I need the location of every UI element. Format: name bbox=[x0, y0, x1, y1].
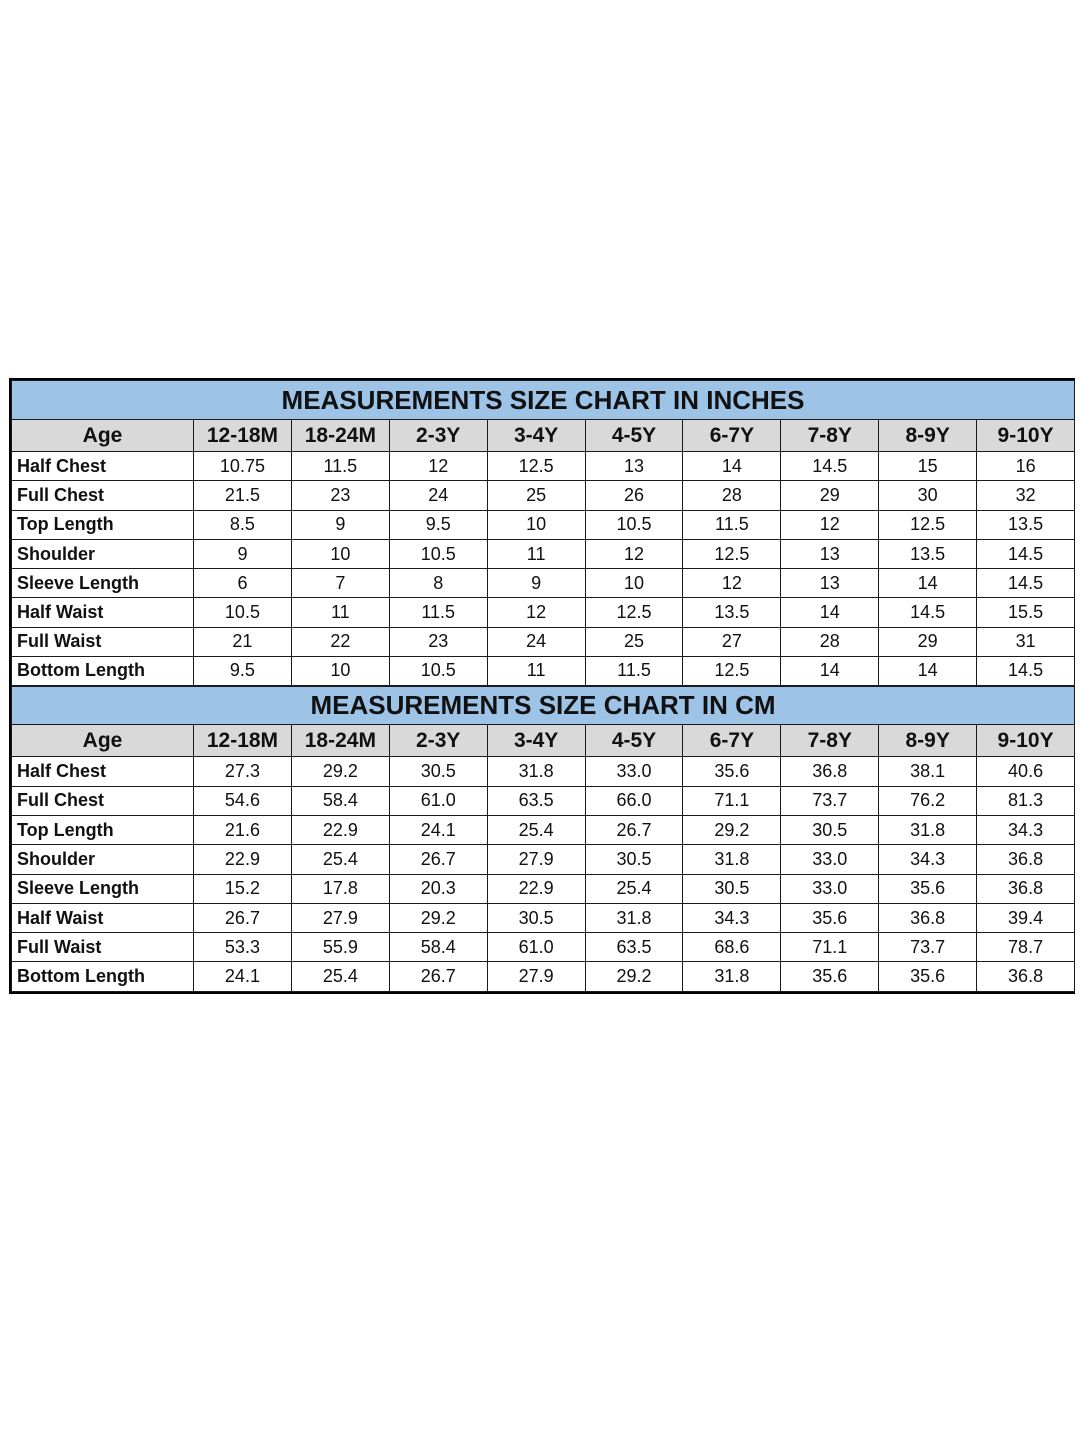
measurement-value: 10 bbox=[585, 569, 683, 598]
measurement-label: Full Waist bbox=[12, 933, 194, 962]
measurement-value: 11.5 bbox=[683, 510, 781, 539]
measurement-value: 30.5 bbox=[585, 845, 683, 874]
size-header: 4-5Y bbox=[585, 420, 683, 452]
measurement-value: 10.5 bbox=[389, 657, 487, 686]
size-header: 9-10Y bbox=[977, 725, 1075, 757]
measurement-value: 10.5 bbox=[389, 539, 487, 568]
measurement-value: 14 bbox=[781, 657, 879, 686]
size-header: 12-18M bbox=[194, 725, 292, 757]
measurement-value: 26.7 bbox=[389, 962, 487, 991]
measurement-value: 21 bbox=[194, 627, 292, 656]
measurement-label: Sleeve Length bbox=[12, 569, 194, 598]
measurement-value: 35.6 bbox=[879, 962, 977, 991]
measurement-value: 63.5 bbox=[487, 786, 585, 815]
measurement-value: 9 bbox=[291, 510, 389, 539]
measurement-value: 73.7 bbox=[879, 933, 977, 962]
measurement-value: 35.6 bbox=[781, 962, 879, 991]
measurement-value: 24 bbox=[487, 627, 585, 656]
measurement-value: 36.8 bbox=[879, 903, 977, 932]
measurement-value: 29 bbox=[781, 481, 879, 510]
measurement-label: Top Length bbox=[12, 510, 194, 539]
measurement-value: 28 bbox=[683, 481, 781, 510]
measurement-value: 13 bbox=[781, 539, 879, 568]
measurement-value: 71.1 bbox=[781, 933, 879, 962]
measurement-value: 12.5 bbox=[487, 452, 585, 481]
measurement-label: Half Chest bbox=[12, 452, 194, 481]
size-header: 7-8Y bbox=[781, 420, 879, 452]
inches-row bbox=[12, 481, 1075, 510]
size-header: 3-4Y bbox=[487, 725, 585, 757]
measurement-value: 31.8 bbox=[487, 757, 585, 786]
size-header: 18-24M bbox=[291, 725, 389, 757]
measurement-value: 12.5 bbox=[683, 539, 781, 568]
measurement-value: 58.4 bbox=[291, 786, 389, 815]
measurement-value: 21.6 bbox=[194, 815, 292, 844]
inches-row bbox=[12, 627, 1075, 656]
measurement-value: 14.5 bbox=[879, 598, 977, 627]
measurement-value: 11 bbox=[487, 657, 585, 686]
measurement-value: 38.1 bbox=[879, 757, 977, 786]
measurement-value: 26.7 bbox=[194, 903, 292, 932]
measurement-label: Bottom Length bbox=[12, 962, 194, 991]
measurement-value: 24.1 bbox=[194, 962, 292, 991]
size-header: 2-3Y bbox=[389, 725, 487, 757]
size-header: 4-5Y bbox=[585, 725, 683, 757]
size-header: 8-9Y bbox=[879, 420, 977, 452]
measurement-value: 71.1 bbox=[683, 786, 781, 815]
measurement-value: 12.5 bbox=[585, 598, 683, 627]
measurement-value: 22.9 bbox=[194, 845, 292, 874]
measurement-value: 9.5 bbox=[194, 657, 292, 686]
measurement-value: 14 bbox=[879, 657, 977, 686]
measurement-value: 36.8 bbox=[781, 757, 879, 786]
measurement-label: Half Waist bbox=[12, 903, 194, 932]
measurement-value: 58.4 bbox=[389, 933, 487, 962]
measurement-value: 35.6 bbox=[683, 757, 781, 786]
measurement-value: 23 bbox=[389, 627, 487, 656]
measurement-value: 53.3 bbox=[194, 933, 292, 962]
measurement-value: 40.6 bbox=[977, 757, 1075, 786]
measurement-value: 8.5 bbox=[194, 510, 292, 539]
cm-header-row bbox=[12, 725, 1075, 757]
inches-row bbox=[12, 452, 1075, 481]
measurement-value: 24.1 bbox=[389, 815, 487, 844]
cm-row bbox=[12, 933, 1075, 962]
measurement-value: 33.0 bbox=[781, 845, 879, 874]
measurement-value: 25.4 bbox=[291, 845, 389, 874]
age-header: Age bbox=[12, 725, 194, 757]
measurement-value: 32 bbox=[977, 481, 1075, 510]
measurement-value: 26 bbox=[585, 481, 683, 510]
measurement-value: 10 bbox=[487, 510, 585, 539]
measurement-value: 25 bbox=[585, 627, 683, 656]
measurement-value: 30.5 bbox=[487, 903, 585, 932]
measurement-label: Full Waist bbox=[12, 627, 194, 656]
measurement-label: Sleeve Length bbox=[12, 874, 194, 903]
measurement-value: 14.5 bbox=[977, 539, 1075, 568]
size-header: 6-7Y bbox=[683, 725, 781, 757]
measurement-value: 9 bbox=[487, 569, 585, 598]
measurement-value: 27.9 bbox=[487, 845, 585, 874]
measurement-value: 29.2 bbox=[389, 903, 487, 932]
measurement-value: 78.7 bbox=[977, 933, 1075, 962]
inches-row bbox=[12, 657, 1075, 686]
measurement-value: 12.5 bbox=[683, 657, 781, 686]
measurement-value: 81.3 bbox=[977, 786, 1075, 815]
inches-row bbox=[12, 539, 1075, 568]
measurement-value: 34.3 bbox=[683, 903, 781, 932]
measurement-value: 13 bbox=[781, 569, 879, 598]
cm-row bbox=[12, 903, 1075, 932]
measurement-value: 14.5 bbox=[781, 452, 879, 481]
measurement-value: 31 bbox=[977, 627, 1075, 656]
measurement-label: Full Chest bbox=[12, 481, 194, 510]
measurement-value: 30.5 bbox=[389, 757, 487, 786]
size-chart-table bbox=[11, 380, 1075, 992]
measurement-value: 30.5 bbox=[781, 815, 879, 844]
measurement-value: 13.5 bbox=[879, 539, 977, 568]
measurement-value: 14.5 bbox=[977, 657, 1075, 686]
measurement-value: 14 bbox=[683, 452, 781, 481]
cm-row bbox=[12, 874, 1075, 903]
size-chart bbox=[9, 378, 1075, 994]
measurement-value: 14.5 bbox=[977, 569, 1075, 598]
measurement-value: 15.2 bbox=[194, 874, 292, 903]
measurement-value: 10.5 bbox=[585, 510, 683, 539]
cm-row bbox=[12, 962, 1075, 991]
measurement-value: 16 bbox=[977, 452, 1075, 481]
measurement-value: 11 bbox=[291, 598, 389, 627]
measurement-value: 13.5 bbox=[977, 510, 1075, 539]
measurement-value: 35.6 bbox=[781, 903, 879, 932]
measurement-value: 9.5 bbox=[389, 510, 487, 539]
measurement-value: 54.6 bbox=[194, 786, 292, 815]
size-chart-body bbox=[12, 381, 1075, 992]
measurement-value: 30 bbox=[879, 481, 977, 510]
measurement-value: 24 bbox=[389, 481, 487, 510]
measurement-value: 12 bbox=[389, 452, 487, 481]
measurement-value: 29.2 bbox=[683, 815, 781, 844]
cm-title: MEASUREMENTS SIZE CHART IN CM bbox=[12, 686, 1075, 725]
measurement-value: 21.5 bbox=[194, 481, 292, 510]
measurement-value: 17.8 bbox=[291, 874, 389, 903]
measurement-value: 36.8 bbox=[977, 845, 1075, 874]
measurement-value: 36.8 bbox=[977, 874, 1075, 903]
measurement-value: 11.5 bbox=[585, 657, 683, 686]
size-header: 9-10Y bbox=[977, 420, 1075, 452]
measurement-value: 10.5 bbox=[194, 598, 292, 627]
inches-title-row bbox=[12, 381, 1075, 420]
cm-row bbox=[12, 815, 1075, 844]
measurement-value: 34.3 bbox=[977, 815, 1075, 844]
cm-row bbox=[12, 845, 1075, 874]
measurement-value: 8 bbox=[389, 569, 487, 598]
inches-title: MEASUREMENTS SIZE CHART IN INCHES bbox=[12, 381, 1075, 420]
measurement-value: 29 bbox=[879, 627, 977, 656]
measurement-value: 23 bbox=[291, 481, 389, 510]
measurement-value: 9 bbox=[194, 539, 292, 568]
measurement-value: 35.6 bbox=[879, 874, 977, 903]
measurement-value: 25.4 bbox=[585, 874, 683, 903]
inches-row bbox=[12, 510, 1075, 539]
measurement-value: 22.9 bbox=[291, 815, 389, 844]
size-header: 3-4Y bbox=[487, 420, 585, 452]
measurement-value: 36.8 bbox=[977, 962, 1075, 991]
measurement-value: 31.8 bbox=[879, 815, 977, 844]
size-header: 6-7Y bbox=[683, 420, 781, 452]
inches-header-row bbox=[12, 420, 1075, 452]
measurement-value: 61.0 bbox=[389, 786, 487, 815]
measurement-value: 10.75 bbox=[194, 452, 292, 481]
measurement-value: 15 bbox=[879, 452, 977, 481]
inches-row bbox=[12, 569, 1075, 598]
measurement-label: Full Chest bbox=[12, 786, 194, 815]
measurement-value: 27.9 bbox=[487, 962, 585, 991]
measurement-value: 22 bbox=[291, 627, 389, 656]
measurement-value: 10 bbox=[291, 539, 389, 568]
measurement-value: 31.8 bbox=[683, 845, 781, 874]
measurement-value: 30.5 bbox=[683, 874, 781, 903]
measurement-value: 66.0 bbox=[585, 786, 683, 815]
measurement-value: 27 bbox=[683, 627, 781, 656]
measurement-value: 14 bbox=[781, 598, 879, 627]
cm-row bbox=[12, 757, 1075, 786]
measurement-value: 25.4 bbox=[291, 962, 389, 991]
measurement-value: 26.7 bbox=[389, 845, 487, 874]
measurement-value: 15.5 bbox=[977, 598, 1075, 627]
measurement-label: Top Length bbox=[12, 815, 194, 844]
size-header: 8-9Y bbox=[879, 725, 977, 757]
measurement-value: 39.4 bbox=[977, 903, 1075, 932]
measurement-value: 27.3 bbox=[194, 757, 292, 786]
measurement-label: Bottom Length bbox=[12, 657, 194, 686]
measurement-value: 14 bbox=[879, 569, 977, 598]
measurement-value: 55.9 bbox=[291, 933, 389, 962]
measurement-value: 61.0 bbox=[487, 933, 585, 962]
measurement-value: 68.6 bbox=[683, 933, 781, 962]
measurement-value: 7 bbox=[291, 569, 389, 598]
measurement-value: 13 bbox=[585, 452, 683, 481]
measurement-value: 29.2 bbox=[291, 757, 389, 786]
measurement-value: 29.2 bbox=[585, 962, 683, 991]
measurement-value: 10 bbox=[291, 657, 389, 686]
measurement-value: 33.0 bbox=[781, 874, 879, 903]
measurement-value: 31.8 bbox=[683, 962, 781, 991]
measurement-value: 25.4 bbox=[487, 815, 585, 844]
measurement-value: 31.8 bbox=[585, 903, 683, 932]
measurement-value: 25 bbox=[487, 481, 585, 510]
size-header: 2-3Y bbox=[389, 420, 487, 452]
measurement-value: 12 bbox=[683, 569, 781, 598]
measurement-value: 11.5 bbox=[291, 452, 389, 481]
measurement-label: Half Waist bbox=[12, 598, 194, 627]
measurement-value: 63.5 bbox=[585, 933, 683, 962]
measurement-value: 12 bbox=[781, 510, 879, 539]
size-header: 18-24M bbox=[291, 420, 389, 452]
measurement-value: 12 bbox=[585, 539, 683, 568]
measurement-value: 13.5 bbox=[683, 598, 781, 627]
measurement-value: 34.3 bbox=[879, 845, 977, 874]
measurement-value: 11 bbox=[487, 539, 585, 568]
measurement-value: 22.9 bbox=[487, 874, 585, 903]
measurement-value: 33.0 bbox=[585, 757, 683, 786]
measurement-value: 12.5 bbox=[879, 510, 977, 539]
measurement-value: 11.5 bbox=[389, 598, 487, 627]
measurement-label: Half Chest bbox=[12, 757, 194, 786]
cm-title-row bbox=[12, 686, 1075, 725]
measurement-label: Shoulder bbox=[12, 539, 194, 568]
measurement-value: 73.7 bbox=[781, 786, 879, 815]
measurement-value: 76.2 bbox=[879, 786, 977, 815]
age-header: Age bbox=[12, 420, 194, 452]
measurement-value: 6 bbox=[194, 569, 292, 598]
cm-row bbox=[12, 786, 1075, 815]
size-header: 12-18M bbox=[194, 420, 292, 452]
measurement-value: 20.3 bbox=[389, 874, 487, 903]
measurement-value: 27.9 bbox=[291, 903, 389, 932]
measurement-label: Shoulder bbox=[12, 845, 194, 874]
inches-row bbox=[12, 598, 1075, 627]
measurement-value: 12 bbox=[487, 598, 585, 627]
size-header: 7-8Y bbox=[781, 725, 879, 757]
measurement-value: 28 bbox=[781, 627, 879, 656]
measurement-value: 26.7 bbox=[585, 815, 683, 844]
